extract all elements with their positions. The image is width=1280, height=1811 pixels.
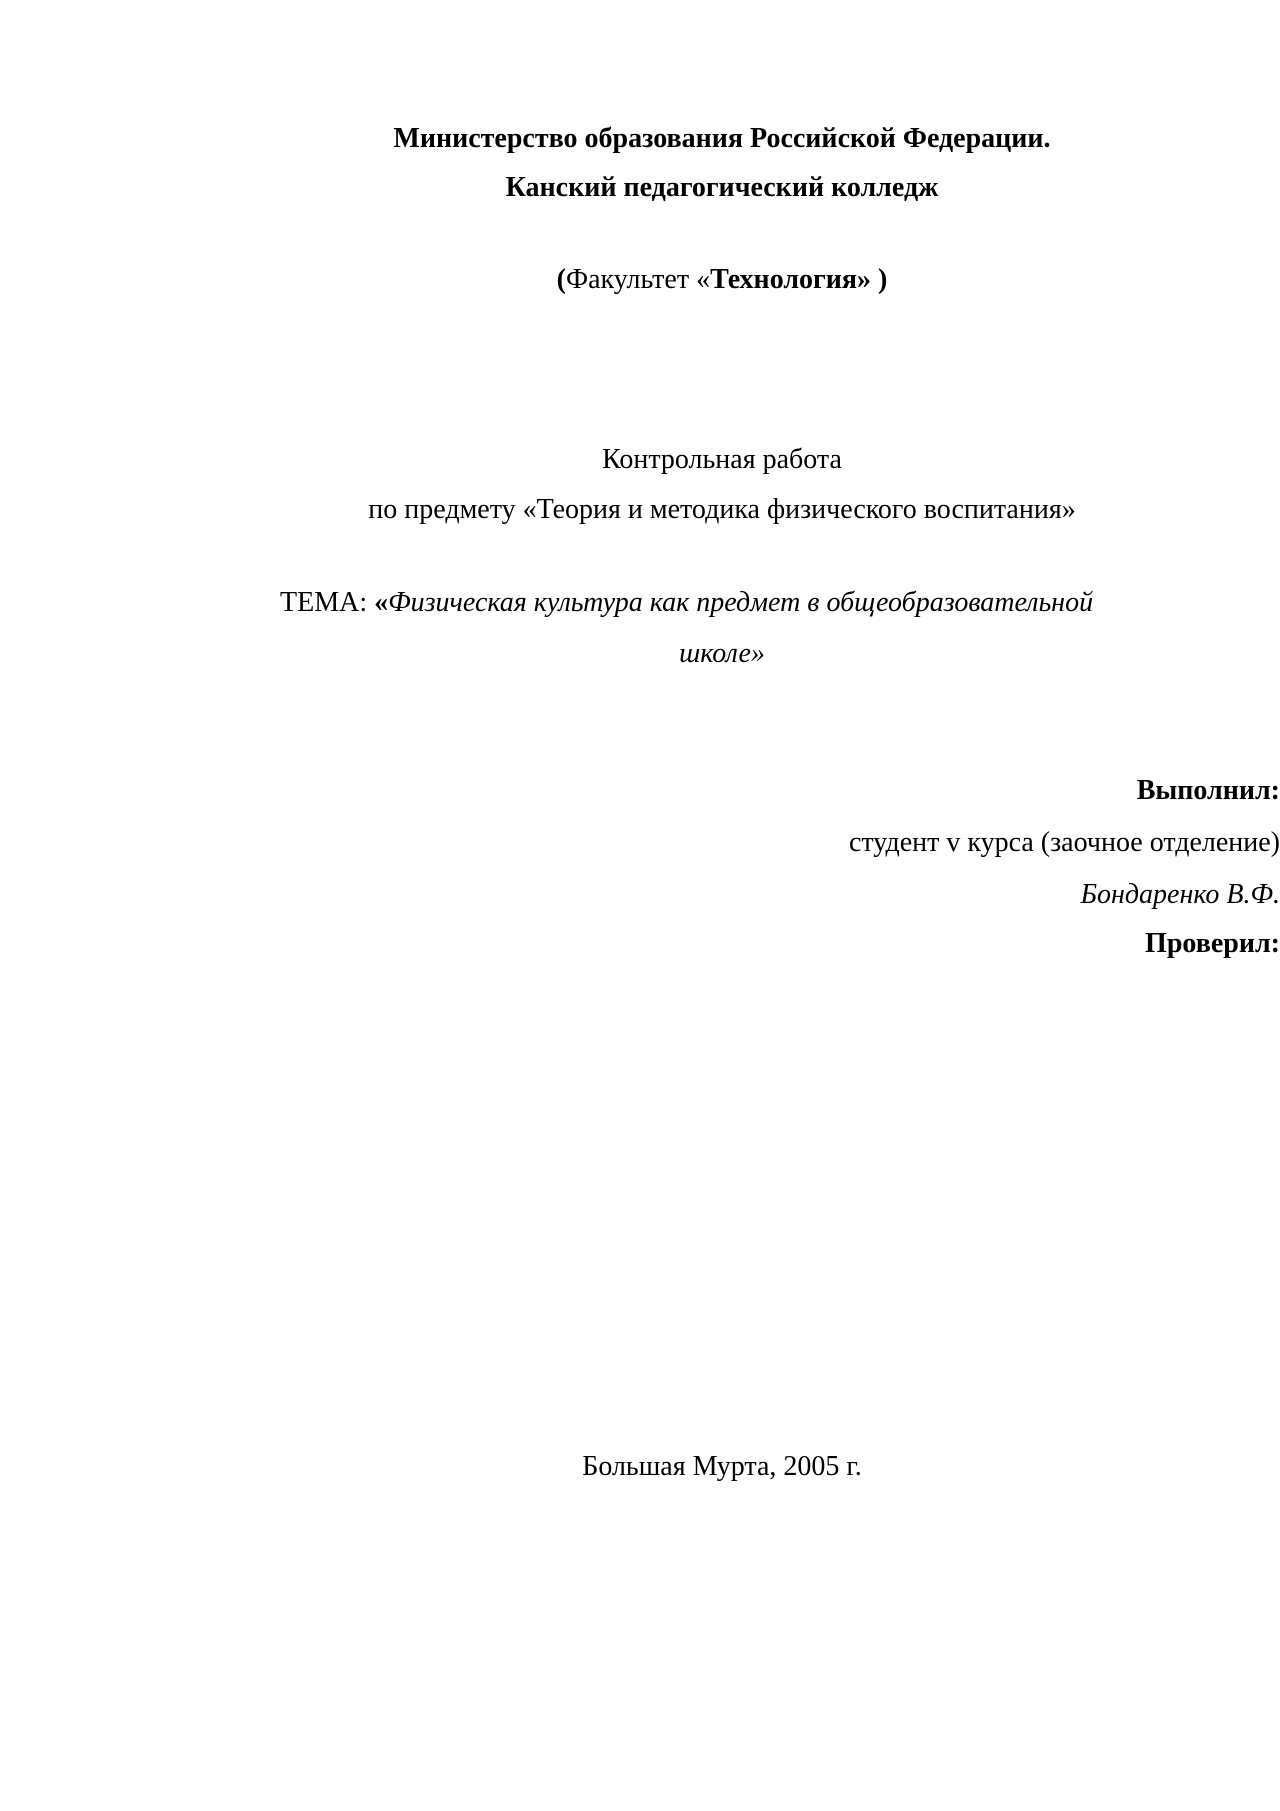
theme-line-1: [280, 585, 1093, 621]
student-course: студент v курса (заочное отделение): [848, 827, 1280, 858]
place-year: Большая Мурта, 2005 г.: [582, 1451, 862, 1482]
ministry-heading: Министерство образования Российской Федерации.: [393, 123, 1051, 154]
faculty-line: [0, 262, 1280, 298]
theme-line-2: школе»: [679, 638, 765, 669]
theme-label: ТЕМА:: [280, 587, 375, 618]
theme-quote: «: [374, 587, 389, 618]
faculty-open-paren: (: [556, 264, 566, 295]
work-subject: по предмету «Теория и методика физического воспитания»: [368, 494, 1076, 525]
faculty-label: Факультет «: [565, 264, 711, 295]
performed-label: Выполнил:: [1136, 775, 1280, 806]
college-heading: Канский педагогический колледж: [505, 172, 939, 203]
theme-text-1: Физическая культура как предмет в общеобразовательной: [388, 587, 1094, 618]
checked-label: Проверил:: [1145, 928, 1280, 959]
work-type: Контрольная работа: [602, 444, 842, 475]
author-name: Бондаренко В.Ф.: [1080, 879, 1280, 910]
faculty-name: Технология» ): [710, 264, 888, 295]
